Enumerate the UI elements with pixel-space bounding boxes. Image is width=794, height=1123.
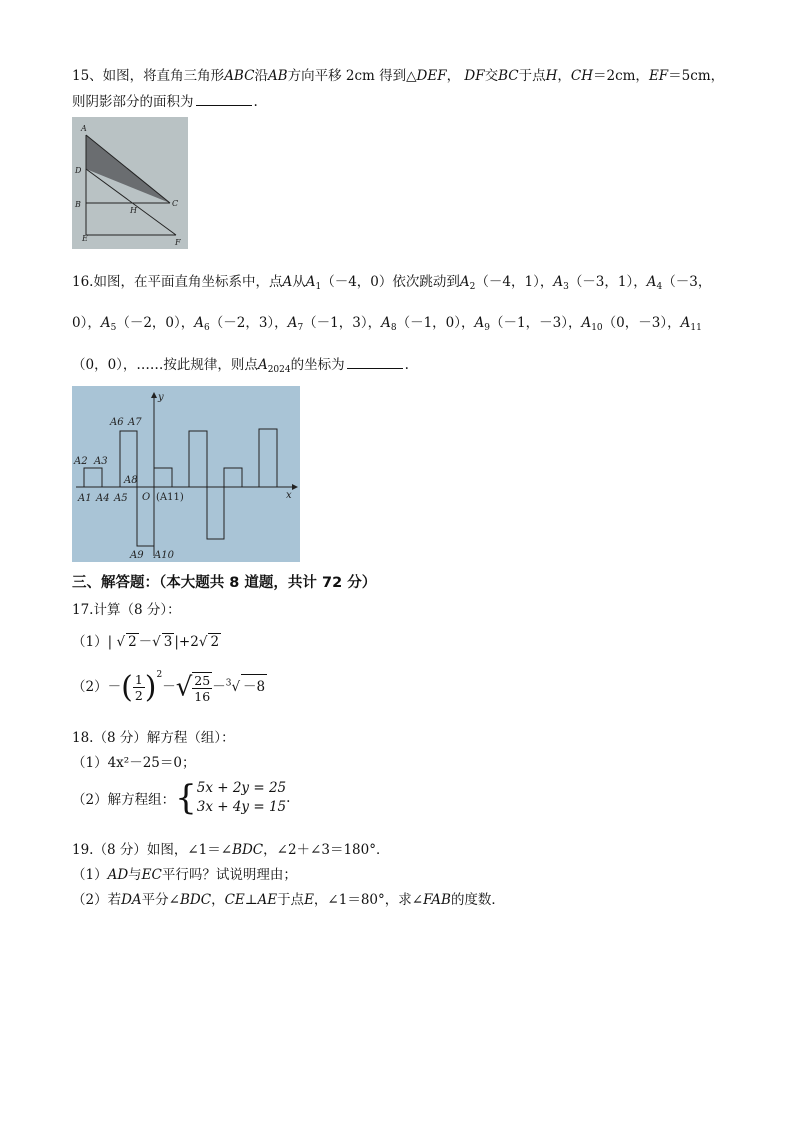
q17-part1: （1）| √ 2 －√ 3 |+2√ 2 [72, 634, 220, 650]
q16-line3: （0，0），……按此规律，则点$A_{2024}$的坐标为 . [72, 357, 409, 375]
q18-part2: （2）解方程组：{ 5x + 2y = 25 3x + 4y = 15 . [72, 778, 291, 818]
label-a4: A4 [96, 493, 110, 504]
label-a7: A7 [128, 417, 142, 428]
q18-title: 18.（8 分）解方程（组）： [72, 730, 235, 746]
answer-blank[interactable] [196, 93, 252, 106]
q16-figure [72, 386, 300, 562]
q19-part1: （1）AD与EC平行吗？试说明理由； [72, 867, 297, 883]
section-heading: 三、解答题：（本大题共 8 道题，共计 72 分） [72, 575, 377, 591]
label-a6: A6 [110, 417, 124, 428]
label-a10: A10 [154, 550, 174, 561]
label-a1: A1 [78, 493, 92, 504]
q19-part2: （2）若DA平分∠BDC，CE⊥AE于点E，∠1＝80°，求∠FAB的度数． [72, 892, 505, 908]
answer-blank[interactable] [347, 356, 403, 369]
label-h: H [130, 206, 137, 215]
label-y: y [158, 392, 164, 403]
label-a3: A3 [94, 456, 108, 467]
q15-line1: 15、如图，将直角三角形ABC沿AB方向平移 2cm 得到△DEF， DF交BC于点H，CH＝2cm，EF＝5cm， [72, 68, 725, 84]
q16-line1: 16.如图，在平面直角坐标系中，点A从$A_1(-4$，0）依次跳动到$A_2(-4$，1），$A_3(-3$，1），$A_4(-3$， [72, 274, 712, 292]
label-c: C [172, 199, 179, 208]
label-e: E [82, 234, 88, 243]
label-a5: A5 [114, 493, 128, 504]
label-a8: A8 [124, 475, 138, 486]
label-x: x [286, 490, 292, 501]
label-f: F [175, 238, 181, 247]
q15-line2: 则阴影部分的面积为 . [72, 94, 258, 110]
label-o: O [142, 492, 151, 503]
label-a11: (A11) [156, 492, 184, 503]
q17-part2: （2）－( $\frac{1}{2}$ )$^2$－√ $\frac{25}{16}$ －$^3$√ －8 [72, 670, 266, 705]
label-d: D [75, 166, 82, 175]
q19-title: 19.（8 分）如图，∠1＝∠BDC，∠2＋∠3＝180°． [72, 842, 390, 858]
q17-title: 17.计算（8 分）： [72, 602, 181, 618]
label-a9: A9 [130, 550, 144, 561]
label-a2: A2 [74, 456, 88, 467]
q16-line2: 0），$A_5(-2$，0），$A_6(-2$，3），$A_7(-1$，3），$A_8(-1$，0），$A_9(-1$，－3），$A_{10}(0$，－3），$A_{11}$ [72, 315, 702, 333]
q18-part1: （1）4x²－25＝0； [72, 755, 196, 771]
label-b: B [75, 200, 81, 209]
label-a: A [81, 124, 87, 133]
q15-figure [72, 117, 188, 249]
